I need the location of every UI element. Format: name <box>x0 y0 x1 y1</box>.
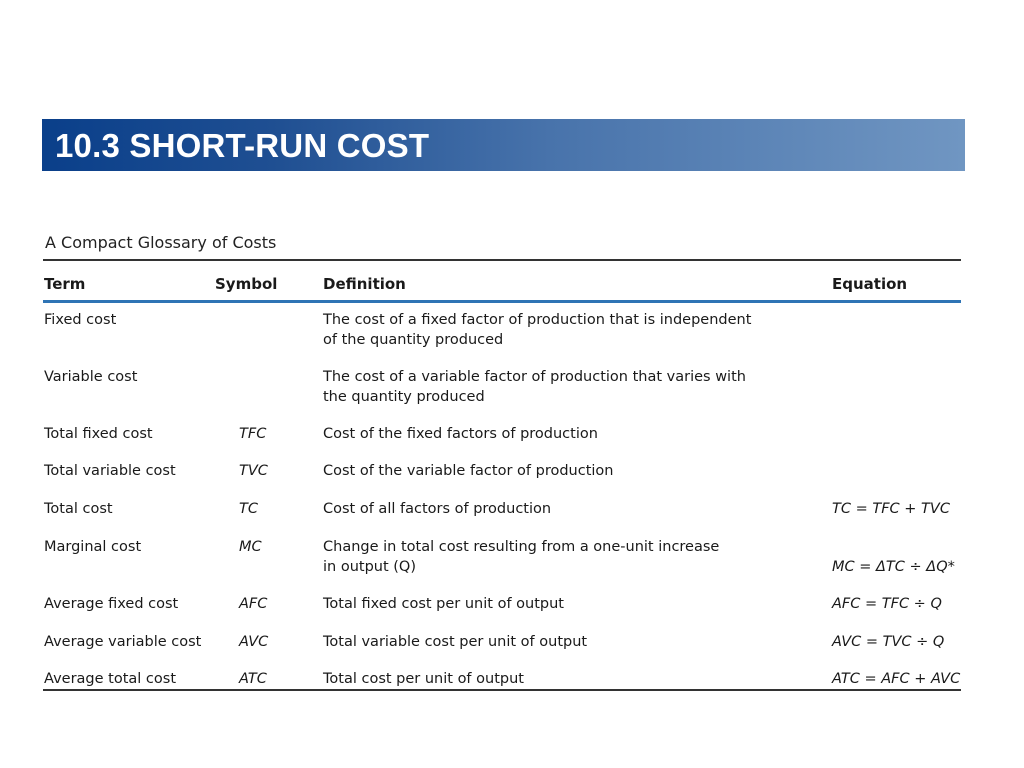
cell-definition <box>323 594 564 614</box>
table-header-rule <box>43 300 961 303</box>
cell-definition <box>323 424 598 444</box>
cell-term: Variable cost <box>44 369 138 385</box>
cell-equation: TC = TFC + TVC <box>832 501 950 517</box>
cell-symbol: AFC <box>239 596 268 612</box>
cell-term: Marginal cost <box>44 539 142 555</box>
cell-symbol: MC <box>239 539 262 555</box>
cell-term: Average total cost <box>44 671 177 687</box>
definition-line: the quantity produced <box>323 389 485 405</box>
cell-definition <box>323 461 613 481</box>
definition-line: The cost of a fixed factor of production that is independent <box>323 312 752 328</box>
cell-definition <box>323 632 587 652</box>
cell-equation: AVC = TVC ÷ Q <box>832 634 945 650</box>
cell-definition <box>323 537 719 577</box>
definition-line: Change in total cost resulting from a one-unit increase <box>323 539 720 555</box>
definition-line: in output (Q) <box>323 559 416 575</box>
cell-term: Total cost <box>44 501 113 517</box>
definition-line: Total cost per unit of output <box>323 671 524 687</box>
cell-term: Total variable cost <box>44 463 176 479</box>
cell-symbol: ATC <box>239 671 267 687</box>
definition-line: Cost of the variable factor of production <box>323 463 614 479</box>
cell-symbol: TC <box>239 501 258 517</box>
definition-line: of the quantity produced <box>323 332 504 348</box>
slide-title-bar <box>42 119 965 171</box>
cell-definition <box>323 310 751 350</box>
cell-symbol: TVC <box>239 463 268 479</box>
cell-term: Total fixed cost <box>44 426 153 442</box>
cell-equation: ATC = AFC + AVC <box>832 671 961 687</box>
header-definition: Definition <box>323 275 406 293</box>
header-symbol: Symbol <box>215 275 278 293</box>
cell-term: Average variable cost <box>44 634 202 650</box>
cell-definition <box>323 669 524 689</box>
cell-symbol: TFC <box>239 426 267 442</box>
cell-definition <box>323 367 746 407</box>
slide-title: 10.3 SHORT-RUN COST <box>55 127 430 164</box>
definition-line: Total variable cost per unit of output <box>323 634 588 650</box>
cell-equation: MC = ΔTC ÷ ΔQ* <box>832 559 955 575</box>
table-header-row <box>43 261 961 301</box>
cell-equation: AFC = TFC ÷ Q <box>832 596 942 612</box>
cell-term: Fixed cost <box>44 312 117 328</box>
cell-term: Average fixed cost <box>44 596 179 612</box>
header-equation: Equation <box>832 275 908 293</box>
definition-line: The cost of a variable factor of production that varies with <box>323 369 746 385</box>
cell-definition <box>323 499 551 519</box>
header-term: Term <box>44 275 86 293</box>
definition-line: Cost of the fixed factors of production <box>323 426 598 442</box>
table-bottom-rule <box>43 689 961 691</box>
table-caption: A Compact Glossary of Costs <box>45 233 277 252</box>
definition-line: Total fixed cost per unit of output <box>323 596 564 612</box>
cell-symbol: AVC <box>239 634 269 650</box>
definition-line: Cost of all factors of production <box>323 501 552 517</box>
